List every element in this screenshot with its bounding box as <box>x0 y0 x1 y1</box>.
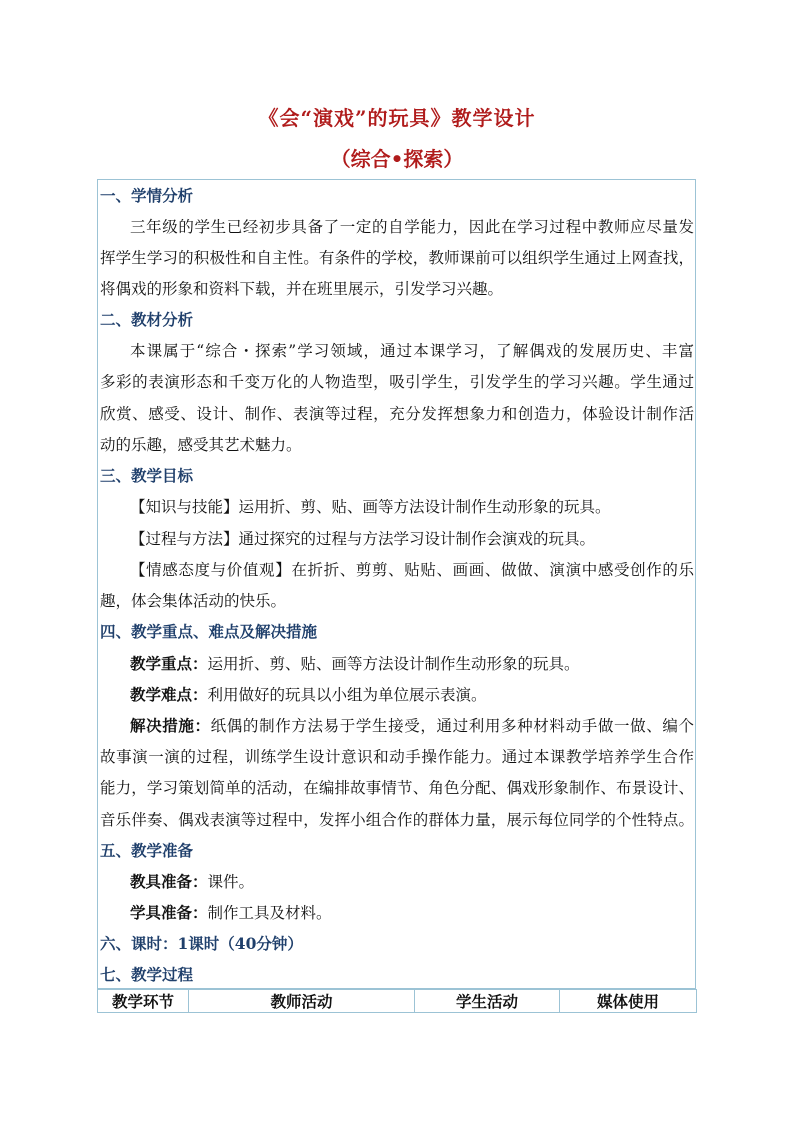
table-header-cell: 教师活动 <box>189 990 415 1013</box>
paragraph-line: 动的乐趣，感受其艺术魅力。 <box>100 436 302 454</box>
difficulty-line <box>100 685 694 705</box>
teacher-prep-text: 课件。 <box>207 873 255 891</box>
document-frame <box>97 179 696 989</box>
paragraph-line: 欣赏、感受、设计、制作、表演等过程，充分发挥想象力和创造力，体验设计制作活 <box>100 405 694 423</box>
section-heading-preparation: 五、教学准备 <box>100 841 194 860</box>
goal-process-method: 【过程与方法】通过探究的过程与方法学习设计制作会演戏的玩具。 <box>130 530 596 548</box>
teaching-process-table <box>97 989 697 1013</box>
difficulty-label: 教学难点： <box>130 685 208 704</box>
solution-line <box>100 716 694 736</box>
paragraph-line: 本课属于“综合・探索”学习领域，通过本课学习，了解偶戏的发展历史、丰富 <box>130 342 694 360</box>
teacher-prep-label: 教具准备： <box>130 872 208 891</box>
section-heading-class-hours: 六、课时：1课时（40分钟） <box>100 934 303 953</box>
section-heading-key-points: 四、教学重点、难点及解决措施 <box>100 622 318 641</box>
difficulty-text: 利用做好的玩具以小组为单位展示表演。 <box>207 686 487 704</box>
student-prep-text: 制作工具及材料。 <box>207 904 332 922</box>
key-point-label: 教学重点： <box>130 654 208 673</box>
table-header-cell: 媒体使用 <box>560 990 697 1013</box>
student-prep-label: 学具准备： <box>130 903 208 922</box>
goal-emotion-values: 【情感态度与价值观】在折折、剪剪、贴贴、画画、做做、演演中感受创作的乐 <box>130 561 694 579</box>
goal-knowledge-skills: 【知识与技能】运用折、剪、贴、画等方法设计制作生动形象的玩具。 <box>130 498 611 516</box>
paragraph-line: 多彩的表演形态和千变万化的人物造型，吸引学生，引发学生的学习兴趣。学生通过 <box>100 373 694 391</box>
page-subtitle: （综合•探索） <box>330 147 464 171</box>
table-header-cell: 学生活动 <box>415 990 560 1013</box>
paragraph-line: 故事演一演的过程，训练学生设计意识和动手操作能力。通过本课教学培养学生合作 <box>100 748 694 766</box>
section-heading-teaching-goals: 三、教学目标 <box>100 466 194 485</box>
paragraph-line: 挥学生学习的积极性和自主性。有条件的学校，教师课前可以组织学生通过上网查找， <box>100 249 694 267</box>
paragraph-line: 将偶戏的形象和资料下载，并在班里展示，引发学习兴趣。 <box>100 280 504 298</box>
student-prep-line <box>100 903 694 923</box>
paragraph-line: 三年级的学生已经初步具备了一定的自学能力，因此在学习过程中教师应尽量发 <box>130 218 694 236</box>
table-header-row <box>98 990 697 1013</box>
solution-label: 解决措施： <box>130 716 211 735</box>
key-point-text: 运用折、剪、贴、画等方法设计制作生动形象的玩具。 <box>207 655 580 673</box>
paragraph-line: 音乐伴奏、偶戏表演等过程中，发挥小组合作的群体力量，展示每位同学的个性特点。 <box>100 811 694 829</box>
table-header-cell: 教学环节 <box>98 990 189 1013</box>
section-heading-learner-analysis: 一、学情分析 <box>100 186 194 205</box>
page-title: 《会“演戏”的玩具》教学设计 <box>258 106 536 130</box>
section-heading-teaching-process: 七、教学过程 <box>100 965 194 984</box>
teacher-prep-line <box>100 872 694 892</box>
paragraph-line: 能力，学习策划简单的活动，在编排故事情节、角色分配、偶戏形象制作、布景设计、 <box>100 779 694 797</box>
key-point-line <box>100 654 694 674</box>
solution-text: 纸偶的制作方法易于学生接受，通过利用多种材料动手做一做、编个 <box>210 717 694 735</box>
paragraph-line: 趣，体会集体活动的快乐。 <box>100 592 287 610</box>
section-heading-material-analysis: 二、教材分析 <box>100 310 194 329</box>
